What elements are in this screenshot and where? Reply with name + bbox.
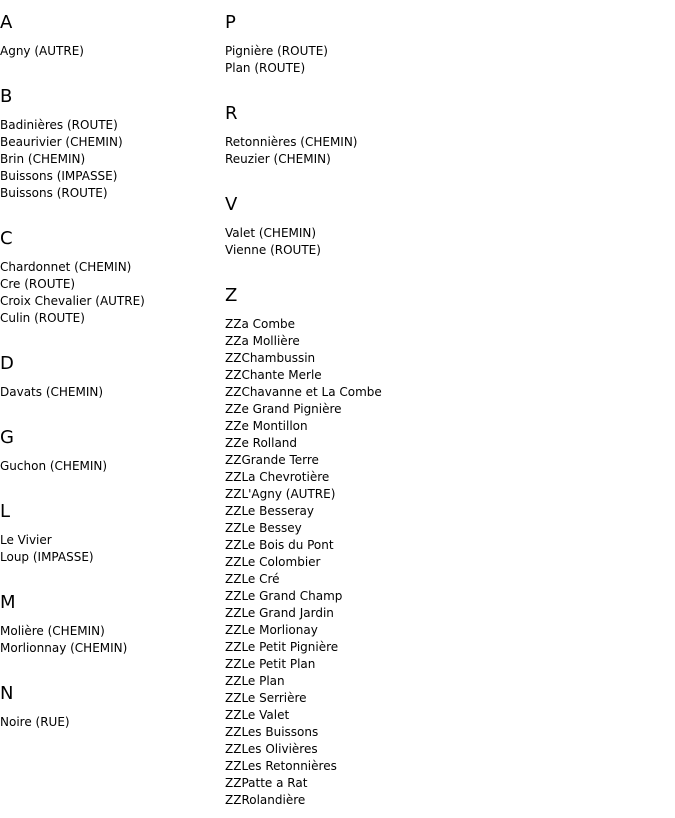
street-section-m — [0, 592, 127, 657]
section-letter-heading: P — [225, 12, 236, 33]
street-list — [0, 523, 94, 566]
street-item[interactable]: ZZa Combe — [225, 317, 296, 331]
street-item[interactable]: ZZe Rolland — [225, 436, 298, 450]
section-letter-heading: R — [225, 103, 238, 124]
street-item[interactable]: ZZLe Plan — [225, 674, 285, 688]
street-item[interactable]: Davats (CHEMIN) — [0, 385, 104, 399]
street-item[interactable]: Noire (RUE) — [0, 715, 70, 729]
section-letter-heading: B — [0, 86, 13, 107]
street-item[interactable]: Cre (ROUTE) — [0, 277, 76, 291]
street-item[interactable]: ZZLe Grand Jardin — [225, 606, 334, 620]
street-list — [0, 375, 103, 401]
street-section-l — [0, 501, 94, 566]
street-item[interactable]: Retonnières (CHEMIN) — [225, 135, 358, 149]
street-section-c — [0, 228, 145, 327]
street-item[interactable]: ZZGrande Terre — [225, 453, 319, 467]
section-letter-heading: Z — [225, 285, 238, 306]
street-item[interactable]: ZZa Mollière — [225, 334, 300, 348]
street-list — [225, 125, 358, 168]
street-item[interactable]: ZZLes Retonnières — [225, 759, 337, 773]
street-item[interactable]: ZZPatte a Rat — [225, 776, 308, 790]
street-section-a — [0, 12, 84, 60]
section-letter-heading: D — [0, 353, 14, 374]
street-item[interactable]: ZZLe Colombier — [225, 555, 321, 569]
street-item[interactable]: Guchon (CHEMIN) — [0, 459, 108, 473]
street-section-n — [0, 683, 70, 731]
street-item[interactable]: Chardonnet (CHEMIN) — [0, 260, 132, 274]
street-item[interactable]: ZZLe Grand Champ — [225, 589, 343, 603]
street-item[interactable]: ZZLe Cré — [225, 572, 280, 586]
street-list — [0, 614, 127, 657]
section-letter-heading: V — [225, 194, 238, 215]
street-item[interactable]: ZZLe Bois du Pont — [225, 538, 334, 552]
section-letter-heading: N — [0, 683, 14, 704]
section-letter-heading: M — [0, 592, 16, 613]
street-item[interactable]: Buissons (ROUTE) — [0, 186, 108, 200]
street-list — [0, 705, 70, 731]
street-item[interactable]: Agny (AUTRE) — [0, 44, 84, 58]
section-letter-heading: A — [0, 12, 13, 33]
section-letter-heading: L — [0, 501, 11, 522]
section-letter-heading: C — [0, 228, 13, 249]
street-item[interactable]: ZZLe Petit Plan — [225, 657, 316, 671]
street-item[interactable]: ZZLa Chevrotière — [225, 470, 330, 484]
street-item[interactable]: ZZe Montillon — [225, 419, 308, 433]
street-item[interactable]: ZZLe Petit Pignière — [225, 640, 339, 654]
street-item[interactable]: ZZLes Olivières — [225, 742, 318, 756]
street-item[interactable]: ZZLe Valet — [225, 708, 290, 722]
street-item[interactable]: ZZLes Buissons — [225, 725, 319, 739]
street-item[interactable]: Croix Chevalier (AUTRE) — [0, 294, 145, 308]
street-list — [225, 34, 328, 77]
street-item[interactable]: Culin (ROUTE) — [0, 311, 85, 325]
street-item[interactable]: Reuzier (CHEMIN) — [225, 152, 331, 166]
street-list — [225, 307, 382, 809]
street-item[interactable]: ZZLe Bessey — [225, 521, 302, 535]
street-item[interactable]: Morlionnay (CHEMIN) — [0, 641, 128, 655]
street-item[interactable]: ZZChante Merle — [225, 368, 322, 382]
street-section-z — [225, 285, 382, 809]
street-item[interactable]: Le Vivier — [0, 533, 52, 547]
street-item[interactable]: ZZLe Besseray — [225, 504, 315, 518]
street-section-p — [225, 12, 328, 77]
street-item[interactable]: Buissons (IMPASSE) — [0, 169, 118, 183]
street-item[interactable]: Loup (IMPASSE) — [0, 550, 94, 564]
street-item[interactable]: ZZL'Agny (AUTRE) — [225, 487, 336, 501]
section-letter-heading: G — [0, 427, 14, 448]
street-item[interactable]: ZZe Grand Pignière — [225, 402, 342, 416]
street-section-d — [0, 353, 103, 401]
street-item[interactable]: Brin (CHEMIN) — [0, 152, 86, 166]
street-item[interactable]: Valet (CHEMIN) — [225, 226, 317, 240]
street-item[interactable]: Badinières (ROUTE) — [0, 118, 118, 132]
street-item[interactable]: ZZRolandière — [225, 793, 306, 807]
street-section-v — [225, 194, 321, 259]
street-list — [0, 449, 107, 475]
street-list — [225, 216, 321, 259]
street-item[interactable]: ZZLe Morlionay — [225, 623, 318, 637]
street-list — [0, 108, 123, 202]
street-item[interactable]: Pignière (ROUTE) — [225, 44, 328, 58]
street-item[interactable]: ZZLe Serrière — [225, 691, 307, 705]
street-item[interactable]: ZZChambussin — [225, 351, 316, 365]
street-item[interactable]: Vienne (ROUTE) — [225, 243, 321, 257]
street-section-b — [0, 86, 123, 202]
street-list — [0, 34, 84, 60]
street-list — [0, 250, 145, 327]
street-section-r — [225, 103, 358, 168]
street-item[interactable]: Molière (CHEMIN) — [0, 624, 105, 638]
street-item[interactable]: Beaurivier (CHEMIN) — [0, 135, 123, 149]
street-item[interactable]: ZZChavanne et La Combe — [225, 385, 382, 399]
street-item[interactable]: Plan (ROUTE) — [225, 61, 306, 75]
street-section-g — [0, 427, 107, 475]
